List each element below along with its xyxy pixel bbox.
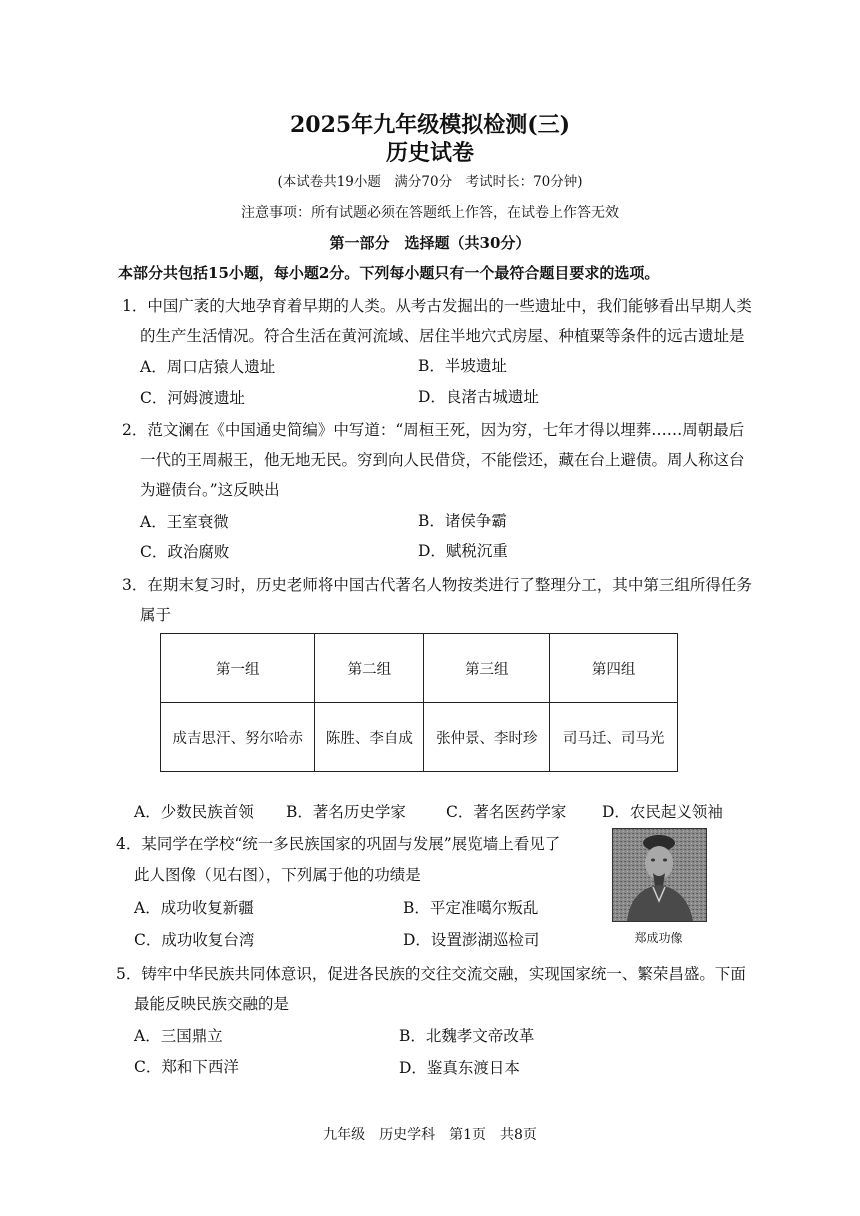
part-heading: 第一部分 选择题（共30分） (329, 234, 531, 252)
q5-option-c: C．郑和下西洋 (134, 1058, 239, 1076)
q4-option-a: A．成功收复新疆 (134, 899, 254, 917)
table-header-cell: 第三组 (424, 634, 550, 703)
exam-subtitle: 历史试卷 (385, 140, 474, 166)
part-instruction: 本部分共包括15小题，每小题2分。下列每小题只有一个最符合题目要求的选项。 (118, 264, 660, 282)
q1-stem-line2: 的生产生活情况。符合生活在黄河流域、居住半地穴式房屋、种植粟等条件的远古遗址是 (140, 327, 745, 345)
portrait-caption: 郑成功像 (634, 931, 683, 945)
table-cell: 张仲景、李时珍 (424, 703, 550, 772)
q4-option-d: D．设置澎湖巡检司 (403, 931, 540, 949)
exam-meta: (本试卷共19小题 满分70分 考试时长：70分钟) (277, 174, 583, 190)
table-header-cell: 第二组 (315, 634, 424, 703)
table-cell: 成吉思汗、努尔哈赤 (161, 703, 315, 772)
table-header-row (161, 634, 678, 703)
exam-notice: 注意事项：所有试题必须在答题纸上作答，在试卷上作答无效 (241, 205, 619, 221)
q3-option-a: A．少数民族首领 (134, 803, 254, 821)
q1-option-c: C．河姆渡遗址 (140, 389, 245, 407)
q5-stem-line2: 最能反映民族交融的是 (134, 995, 290, 1013)
q5-option-a: A．三国鼎立 (134, 1027, 223, 1045)
q1-option-d: D．良渚古城遗址 (418, 388, 539, 406)
q3-table (160, 633, 678, 772)
q4-stem-line1: 4．某同学在学校“统一多民族国家的巩固与发展”展览墙上看见了 (116, 835, 561, 853)
q3-option-d: D．农民起义领袖 (602, 803, 723, 821)
table-header-cell: 第一组 (161, 634, 315, 703)
q5-option-b: B．北魏孝文帝改革 (399, 1027, 535, 1045)
exam-title: 2025年九年级模拟检测(三) (289, 112, 571, 138)
q2-stem-line3: 为避债台。”这反映出 (140, 481, 280, 499)
q5-option-d: D．鉴真东渡日本 (399, 1059, 520, 1077)
q3-option-c: C．著名医药学家 (446, 803, 567, 821)
q2-stem-line1: 2．范文澜在《中国通史简编》中写道：“周桓王死，因为穷，七年才得以埋葬……周朝最后 (122, 421, 745, 439)
q3-stem-line1: 3．在期末复习时，历史老师将中国古代著名人物按类进行了整理分工，其中第三组所得任务 (122, 576, 752, 594)
table-header-cell: 第四组 (550, 634, 678, 703)
table-cell: 司马迁、司马光 (550, 703, 678, 772)
q2-option-b: B．诸侯争霸 (418, 512, 507, 530)
q5-stem-line1: 5．铸牢中华民族共同体意识，促进各民族的交往交流交融，实现国家统一、繁荣昌盛。下面 (116, 965, 746, 983)
q4-option-c: C．成功收复台湾 (134, 931, 255, 949)
q3-stem-line2: 属于 (140, 606, 172, 624)
q2-stem-line2: 一代的王周赧王，他无地无民。穷到向人民借贷，不能偿还，藏在台上避债。周人称这台 (140, 451, 745, 469)
q1-stem-line1: 1．中国广袤的大地孕育着早期的人类。从考古发掘出的一些遗址中，我们能够看出早期人类 (122, 297, 752, 315)
q2-option-a: A．王室衰微 (140, 513, 229, 531)
q3-option-b: B．著名历史学家 (286, 803, 406, 821)
q1-option-b: B．半坡遗址 (418, 357, 507, 375)
table-row (161, 703, 678, 772)
q1-option-a: A．周口店猿人遗址 (140, 358, 276, 376)
q2-option-c: C．政治腐败 (140, 543, 230, 561)
page-footer: 九年级 历史学科 第1页 共8页 (323, 1127, 537, 1143)
portrait-image (613, 829, 706, 921)
q4-option-b: B．平定准噶尔叛乱 (403, 899, 539, 917)
q4-stem-line2: 此人图像（见右图），下列属于他的功绩是 (134, 866, 421, 884)
table-cell: 陈胜、李自成 (315, 703, 424, 772)
zheng-chenggong-portrait (612, 828, 707, 922)
q2-option-d: D．赋税沉重 (418, 542, 508, 560)
